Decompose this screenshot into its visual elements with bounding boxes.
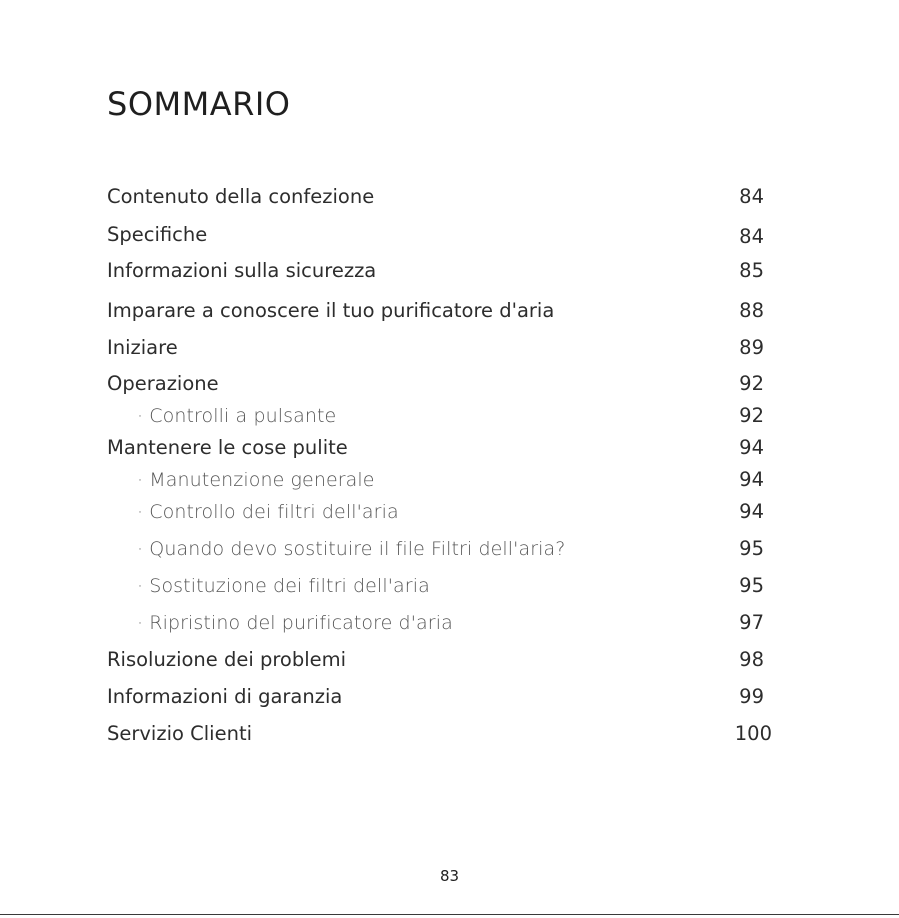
toc-entry-risoluzione[interactable] (107, 646, 772, 674)
toc-subentry-label: · Manutenzione generale (137, 469, 375, 491)
toc-entry-page: 95 (739, 574, 764, 597)
toc-entry-specifiche[interactable] (107, 221, 772, 249)
toc-subentry-manutenzione[interactable] (107, 466, 772, 494)
toc-entry-servizio-clienti[interactable] (107, 720, 772, 748)
toc-entry-iniziare[interactable] (107, 334, 772, 362)
toc-subentry-label: · Sostituzione dei filtri dell'aria (137, 575, 430, 597)
toc-entry-page: 92 (739, 372, 764, 395)
toc-entry-garanzia[interactable] (107, 683, 772, 711)
toc-entry-page: 85 (739, 259, 764, 282)
toc-subentry-ripristino[interactable] (107, 609, 772, 637)
toc-entry-page: 98 (739, 648, 764, 671)
toc-entry-label: Operazione (107, 372, 219, 395)
page-title: SOMMARIO (107, 85, 291, 123)
toc-entry-contenuto[interactable] (107, 183, 772, 211)
toc-entry-page: 97 (739, 611, 764, 634)
toc-entry-page: 99 (739, 685, 764, 708)
toc-subentry-label: · Controllo dei filtri dell'aria (137, 501, 399, 523)
toc-subentry-label: · Quando devo sostituire il file Filtri dell'aria? (137, 538, 566, 560)
toc-entry-label: Informazioni sulla sicurezza (107, 259, 377, 282)
toc-entry-label: Risoluzione dei problemi (107, 648, 347, 671)
toc-entry-sicurezza[interactable] (107, 257, 772, 285)
toc-entry-label: Servizio Clienti (107, 722, 253, 745)
toc-entry-label: Specifiche (107, 223, 208, 246)
toc-subentry-controllo-filtri[interactable] (107, 498, 772, 526)
toc-entry-page: 95 (739, 537, 764, 560)
toc-entry-page: 100 (734, 722, 772, 745)
toc-entry-mantenere[interactable] (107, 434, 772, 462)
toc-subentry-label: · Ripristino del purificatore d'aria (137, 612, 453, 634)
toc-entry-conoscere[interactable] (107, 297, 772, 325)
toc-entry-label: Imparare a conoscere il tuo purificatore d'aria (107, 299, 555, 322)
toc-entry-label: Mantenere le cose pulite (107, 436, 348, 459)
toc-entry-page: 89 (739, 336, 764, 359)
toc-subentry-label: · Controlli a pulsante (137, 405, 337, 427)
toc-entry-page: 92 (739, 404, 764, 427)
toc-entry-page: 84 (739, 225, 764, 248)
toc-entry-page: 94 (739, 500, 764, 523)
toc-entry-page: 94 (739, 436, 764, 459)
toc-subentry-controlli[interactable] (107, 402, 772, 430)
toc-entry-label: Iniziare (107, 336, 178, 359)
toc-subentry-quando-sostituire[interactable] (107, 535, 772, 563)
toc-entry-page: 84 (739, 185, 764, 208)
toc-entry-label: Contenuto della confezione (107, 185, 375, 208)
toc-entry-operazione[interactable] (107, 370, 772, 398)
bottom-divider (0, 914, 899, 915)
toc-entry-label: Informazioni di garanzia (107, 685, 343, 708)
toc-entry-page: 94 (739, 468, 764, 491)
toc-entry-page: 88 (739, 299, 764, 322)
toc-subentry-sostituzione[interactable] (107, 572, 772, 600)
page-number: 83 (439, 867, 460, 885)
